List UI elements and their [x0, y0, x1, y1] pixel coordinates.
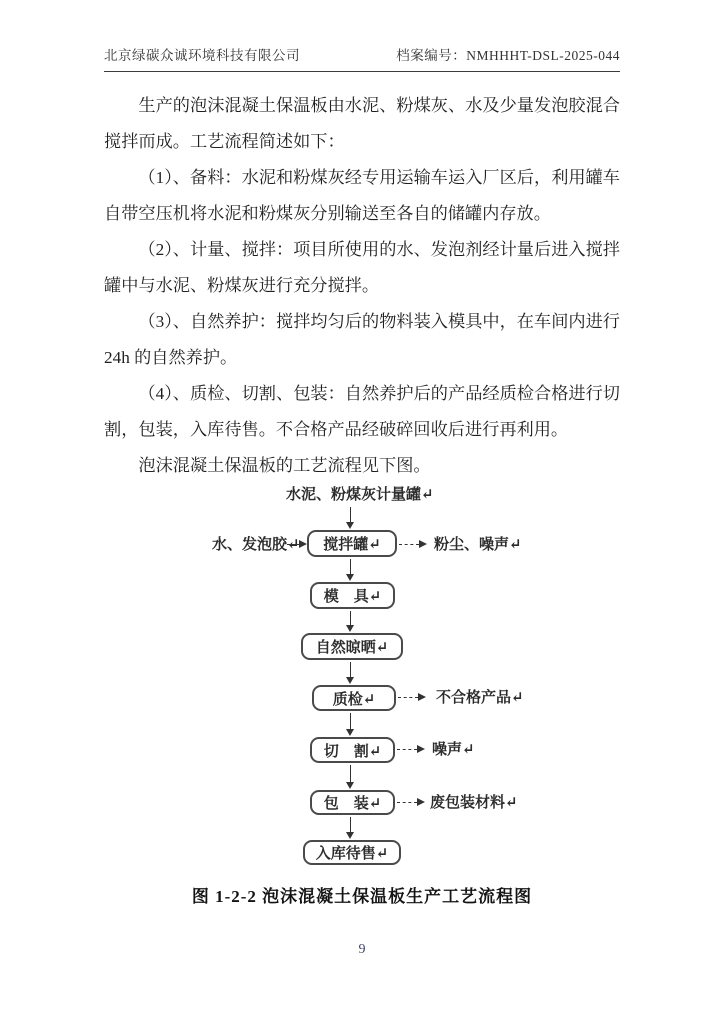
paragraph-intro: 生产的泡沫混凝土保温板由水泥、粉煤灰、水及少量发泡胶混合搅拌而成。工艺流程简述如下： — [104, 96, 620, 151]
archive-number — [396, 44, 620, 64]
paragraph-step1: （1）、备料：水泥和粉煤灰经专用运输车运入厂区后，利用罐车自带空压机将水泥和粉煤灰分别输送至各自的储罐内存放。 — [104, 168, 620, 223]
dashed-arrow-icon — [397, 802, 417, 803]
flow-node-cutting: 切 割↵ — [310, 737, 395, 763]
down-arrow-icon — [350, 507, 351, 522]
flow-node-packaging: 包 装↵ — [310, 790, 395, 815]
paragraph-step3: （3）、自然养护：搅拌均匀后的物料装入模具中，在车间内进行 24h 的自然养护。 — [104, 312, 620, 367]
down-arrow-icon — [350, 559, 351, 574]
down-arrow-icon — [350, 713, 351, 729]
company-name: 北京绿碳众诚环境科技有限公司 — [104, 48, 300, 63]
dashed-arrow-icon — [399, 544, 419, 545]
down-arrow-icon — [350, 662, 351, 677]
emission-label-waste-packaging: 废包装材料↵ — [430, 795, 518, 811]
figure-caption: 图 1-2-2 泡沫混凝土保温板生产工艺流程图 — [191, 887, 533, 906]
emission-label-rejects: 不合格产品↵ — [436, 690, 524, 706]
flow-node-mold: 模 具↵ — [310, 582, 395, 609]
dashed-arrow-icon — [398, 697, 418, 698]
archive-number-value: NMHHHT-DSL-2025-044 — [466, 48, 620, 63]
paragraph-step2: （2）、计量、搅拌：项目所使用的水、发泡剂经计量后进入搅拌罐中与水泥、粉煤灰进行充分搅拌。 — [104, 240, 620, 295]
flow-node-mixing-tank: 搅拌罐↵ — [307, 530, 397, 557]
down-arrow-icon — [350, 817, 351, 832]
page-number: 9 — [358, 942, 366, 957]
body-text — [104, 88, 620, 484]
flow-input-label: 水、发泡胶↵ — [212, 537, 300, 553]
flow-node-quality-check: 质检↵ — [312, 685, 396, 711]
flow-node-warehouse: 入库待售↵ — [303, 840, 401, 865]
emission-label-noise: 噪声↵ — [432, 742, 475, 758]
down-arrow-icon — [350, 611, 351, 625]
flow-top-label: 水泥、粉煤灰计量罐↵ — [286, 487, 434, 503]
down-arrow-icon — [350, 765, 351, 782]
archive-number-label: 档案编号： — [396, 48, 467, 63]
emission-label-dust-noise: 粉尘、噪声↵ — [434, 537, 522, 553]
flow-node-natural-drying: 自然晾晒↵ — [301, 633, 403, 660]
right-arrow-icon — [287, 544, 299, 545]
dashed-arrow-icon — [397, 749, 417, 750]
paragraph-step4: （4）、质检、切割、包装：自然养护后的产品经质检合格进行切割，包装，入库待售。不合格产品经破碎回收后进行再利用。 — [104, 384, 620, 439]
page-header — [104, 44, 620, 72]
paragraph-flow-note: 泡沫混凝土保温板的工艺流程见下图。 — [138, 456, 431, 475]
